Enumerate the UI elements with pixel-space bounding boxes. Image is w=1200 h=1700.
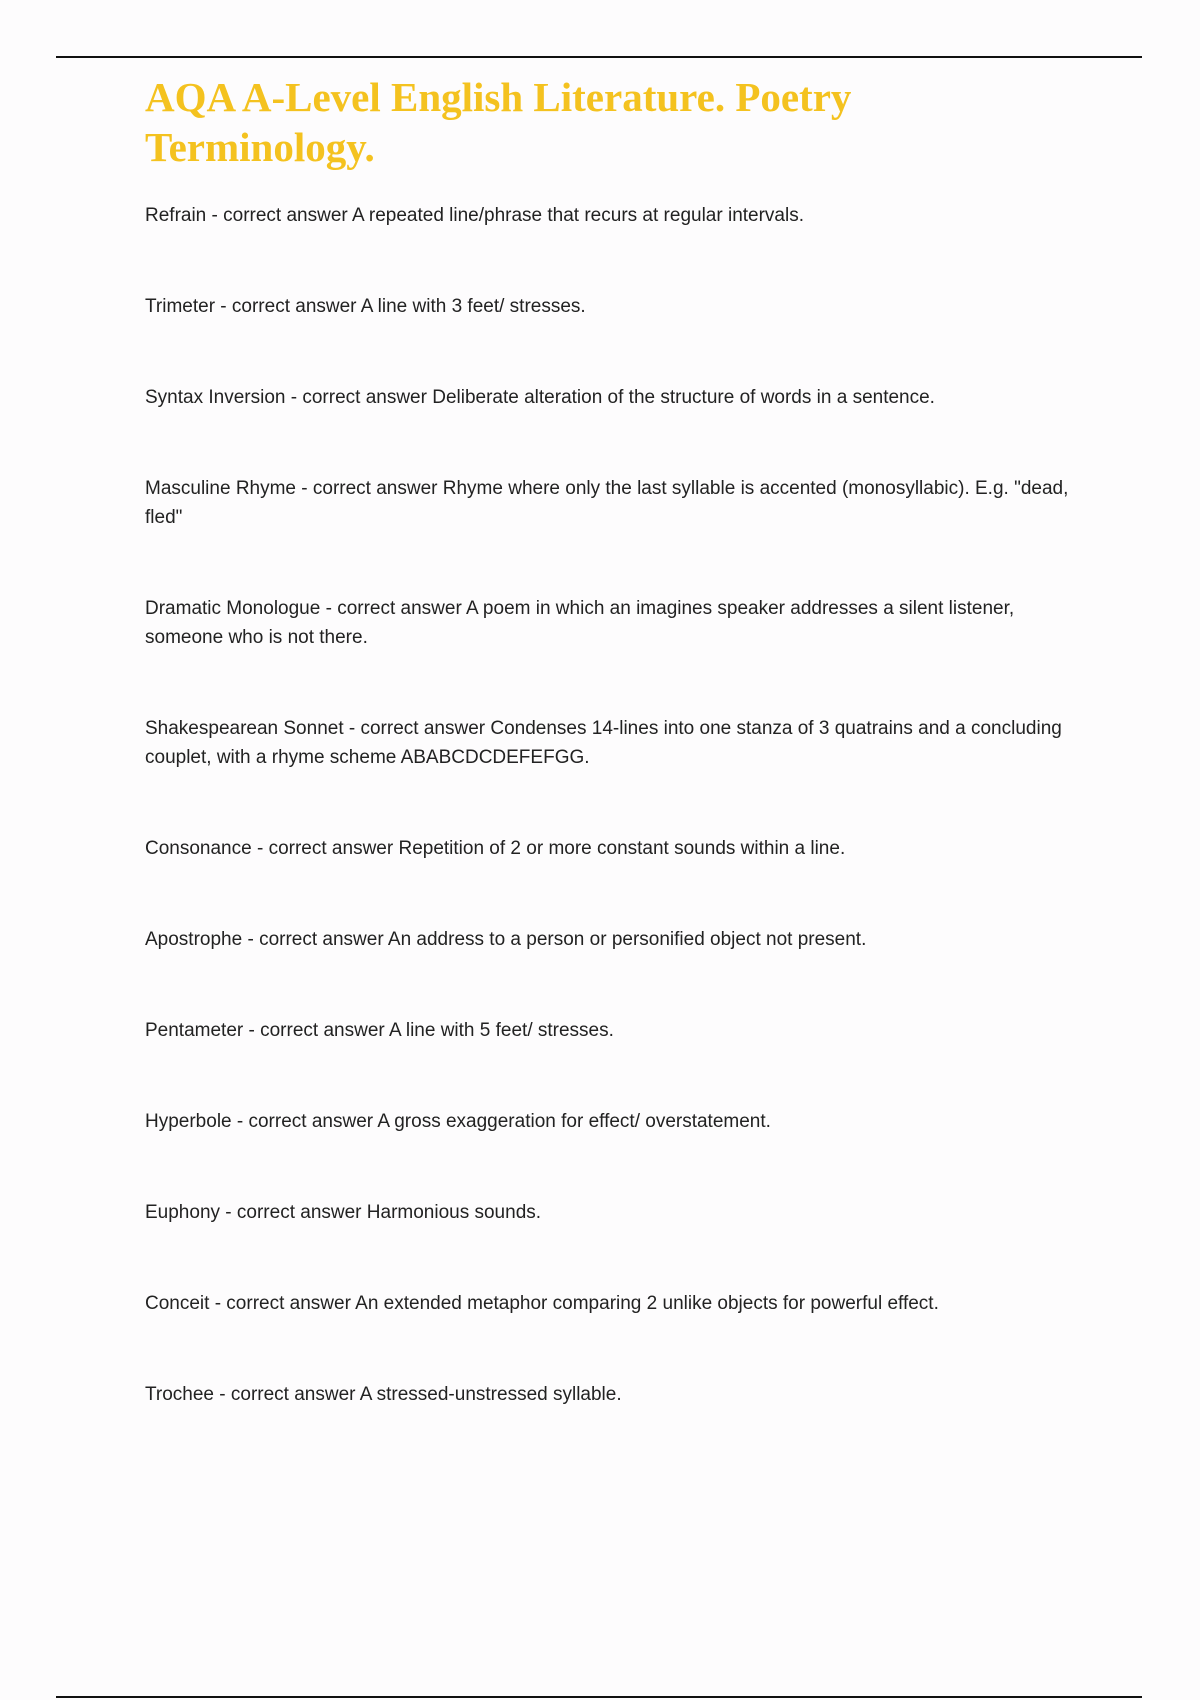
answer-separator: - correct answer bbox=[206, 205, 352, 226]
term-name: Conceit bbox=[145, 1293, 210, 1314]
term-definition: An extended metaphor comparing 2 unlike objects for powerful effect. bbox=[355, 1293, 939, 1314]
term-definition: A poem in which an imagines speaker addresses a silent listener, someone who is not there. bbox=[145, 598, 1015, 648]
answer-separator: - correct answer bbox=[243, 1020, 389, 1041]
term-definition: A line with 5 feet/ stresses. bbox=[388, 1020, 614, 1041]
term-entry bbox=[145, 1198, 1085, 1227]
answer-separator: - correct answer bbox=[320, 598, 467, 619]
term-name: Shakespearean Sonnet bbox=[145, 718, 344, 739]
term-definition: Harmonious sounds. bbox=[366, 1202, 542, 1223]
term-name: Euphony bbox=[145, 1202, 221, 1223]
answer-separator: - correct answer bbox=[231, 1111, 378, 1132]
term-definition: Deliberate alteration of the structure of words in a sentence. bbox=[432, 387, 935, 408]
term-entry bbox=[145, 1289, 1085, 1318]
term-entry bbox=[145, 383, 1085, 412]
term-name: Masculine Rhyme bbox=[145, 478, 296, 499]
term-name: Dramatic Monologue bbox=[145, 598, 321, 619]
term-name: Syntax Inversion bbox=[145, 387, 286, 408]
term-entry bbox=[145, 594, 1085, 652]
term-entry bbox=[145, 1016, 1085, 1045]
answer-separator: - correct answer bbox=[214, 1384, 360, 1405]
term-entry bbox=[145, 474, 1085, 532]
term-list bbox=[145, 201, 1085, 1471]
term-name: Hyperbole bbox=[145, 1111, 232, 1132]
term-definition: Condenses 14-lines into one stanza of 3 quatrains and a concluding couplet, with a rhyme scheme ABABCDCDEFEFGG. bbox=[145, 718, 1062, 768]
term-name: Apostrophe bbox=[145, 929, 243, 950]
term-definition: Repetition of 2 or more constant sounds within a line. bbox=[398, 838, 846, 859]
term-definition: An address to a person or personified object not present. bbox=[387, 929, 867, 950]
answer-separator: - correct answer bbox=[251, 838, 399, 859]
term-entry bbox=[145, 714, 1085, 772]
term-definition: Rhyme where only the last syllable is accented (monosyllabic). E.g. "dead, fled" bbox=[145, 478, 1069, 528]
term-entry bbox=[145, 834, 1085, 863]
top-rule bbox=[56, 56, 1142, 58]
term-definition: A line with 3 feet/ stresses. bbox=[360, 296, 586, 317]
term-entry bbox=[145, 292, 1085, 321]
answer-separator: - correct answer bbox=[343, 718, 491, 739]
term-entry bbox=[145, 1107, 1085, 1136]
answer-separator: - correct answer bbox=[215, 296, 361, 317]
term-name: Pentameter bbox=[145, 1020, 244, 1041]
term-definition: A gross exaggeration for effect/ overstatement. bbox=[377, 1111, 771, 1132]
term-entry bbox=[145, 201, 1085, 230]
term-name: Trimeter bbox=[145, 296, 216, 317]
document-title: AQA A-Level English Literature. Poetry Terminology. bbox=[145, 74, 852, 170]
bottom-rule bbox=[56, 1696, 1142, 1698]
term-definition: A repeated line/phrase that recurs at regular intervals. bbox=[351, 205, 804, 226]
term-definition: A stressed-unstressed syllable. bbox=[359, 1384, 622, 1405]
answer-separator: - correct answer bbox=[242, 929, 388, 950]
answer-separator: - correct answer bbox=[296, 478, 443, 499]
term-name: Consonance bbox=[145, 838, 252, 859]
answer-separator: - correct answer bbox=[285, 387, 433, 408]
answer-separator: - correct answer bbox=[209, 1293, 356, 1314]
term-name: Trochee bbox=[145, 1384, 214, 1405]
term-name: Refrain bbox=[145, 205, 207, 226]
term-entry bbox=[145, 1380, 1085, 1409]
term-entry bbox=[145, 925, 1085, 954]
answer-separator: - correct answer bbox=[220, 1202, 367, 1223]
